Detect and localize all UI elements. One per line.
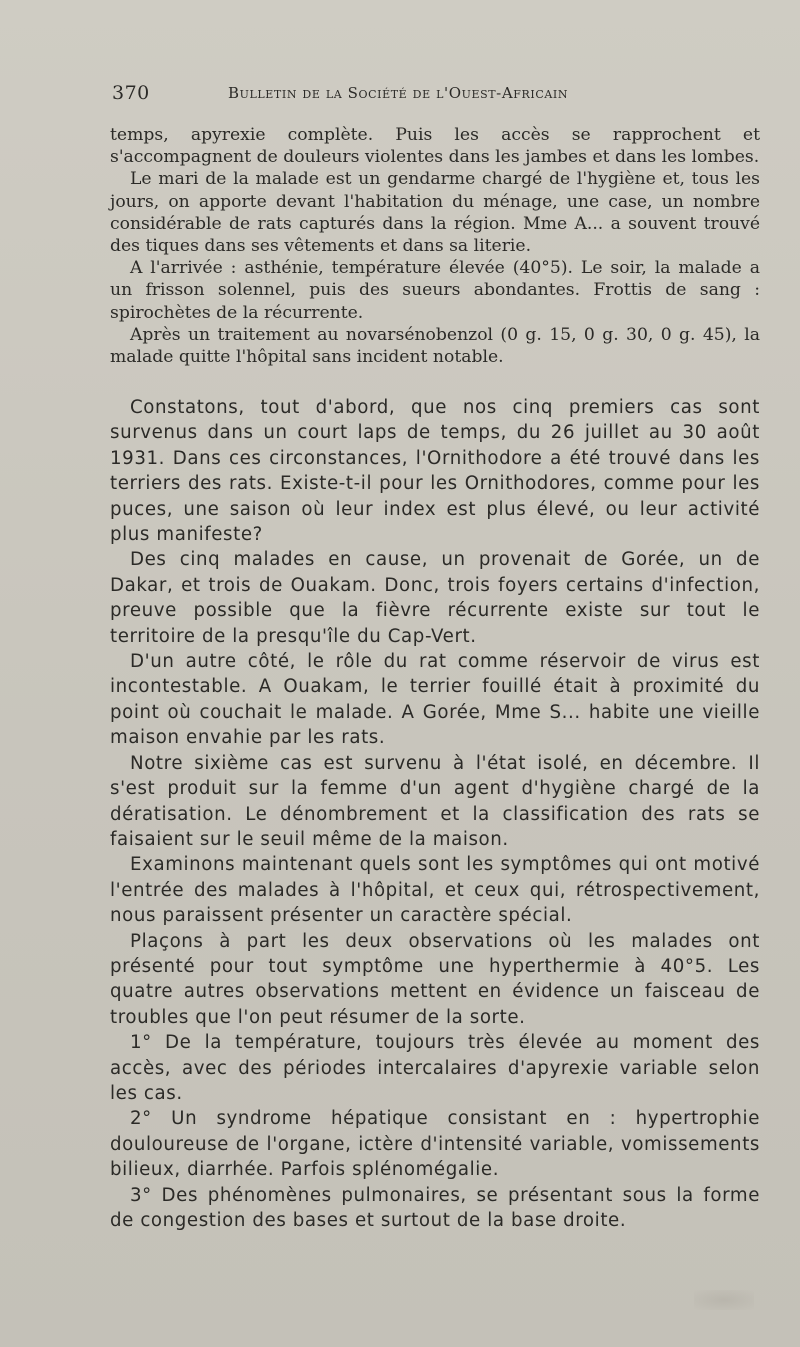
discussion-paragraph-3: D'un autre côté, le rôle du rat comme réservoir de virus est incontestable. A Ouakam, le terrier fouillé était à proximité du point où couchait le malade. A Gorée, Mme S... habite une vieille maison envahie par les rats.: [110, 651, 760, 749]
case-paragraph-2: Le mari de la malade est un gendarme chargé de l'hygiène et, tous les jours, on apporte devant l'habitation du ménage, une case, un nombre considérable de rats capturés dans la région. Mme A... a souvent trouvé des tiques dans ses vêtements et dans sa literie.: [110, 169, 760, 257]
list-item-pulmonary: 3° Des phénomènes pulmonaires, se présentant sous la forme de congestion des bases et surtout de la base droite.: [110, 1184, 760, 1231]
case-paragraph-4: Après un traitement au novarsénobenzol (0 g. 15, 0 g. 30, 0 g. 45), la malade quitte l'hôpital sans incident notable.: [110, 324, 760, 368]
discussion-paragraph-6: Plaçons à part les deux observations où les malades ont présenté pour tout symptôme une hyperthermie à 40°5. Les quatre autres observations mettent en évidence un faisceau de troubles que l'on peut résumer de la sorte.: [110, 930, 760, 1028]
page-header: [112, 82, 752, 112]
discussion-text: [110, 395, 760, 1233]
running-title: Bulletin de la Société de l'Ouest-Africain: [228, 84, 569, 102]
page-number: 370: [112, 82, 150, 104]
paper-smudge: [694, 1290, 754, 1310]
list-item-temperature: 1° De la température, toujours très élevée au moment des accès, avec des périodes intercalaires d'apyrexie variable selon les cas.: [110, 1032, 760, 1104]
discussion-paragraph-2: Des cinq malades en cause, un provenait de Gorée, un de Dakar, et trois de Ouakam. Donc, trois foyers certains d'infection, preuve possible que la fièvre récurrente existe sur tout le territoire de la presqu'île du Cap-Vert.: [110, 549, 760, 647]
case-paragraph-1: temps, apyrexie complète. Puis les accès se rapprochent et s'accompagnent de douleurs violentes dans les jambes et dans les lombes.: [110, 125, 760, 168]
discussion-paragraph-4: Notre sixième cas est survenu à l'état isolé, en décembre. Il s'est produit sur la femme d'un agent d'hygiène chargé de la dératisation. Le dénombrement et la classification des rats se faisaient sur le seuil même de la maison.: [110, 752, 760, 850]
discussion-paragraph-5: Examinons maintenant quels sont les symptômes qui ont motivé l'entrée des malades à l'hôpital, et ceux qui, rétrospectivement, nous paraissent présenter un caractère spécial.: [110, 854, 760, 927]
list-item-hepatic: 2° Un syndrome hépatique consistant en : hypertrophie douloureuse de l'organe, ictère d'intensité variable, vomissements bilieux, diarrhée. Parfois splénomégalie.: [110, 1108, 760, 1181]
discussion-paragraph-1: Constatons, tout d'abord, que nos cinq premiers cas sont survenus dans un court laps de temps, du 26 juillet au 30 août 1931. Dans ces circonstances, l'Ornithodore a été trouvé dans les terriers des rats. Existe-t-il pour les Ornithodores, comme pour les puces, une saison où leur index est plus élevé, ou leur activité plus manifeste?: [110, 397, 760, 546]
case-report-text: [110, 124, 760, 368]
case-paragraph-3: A l'arrivée : asthénie, température élevée (40°5). Le soir, la malade a un frisson solennel, puis des sueurs abondantes. Frottis de sang : spirochètes de la récurrente.: [110, 258, 760, 323]
